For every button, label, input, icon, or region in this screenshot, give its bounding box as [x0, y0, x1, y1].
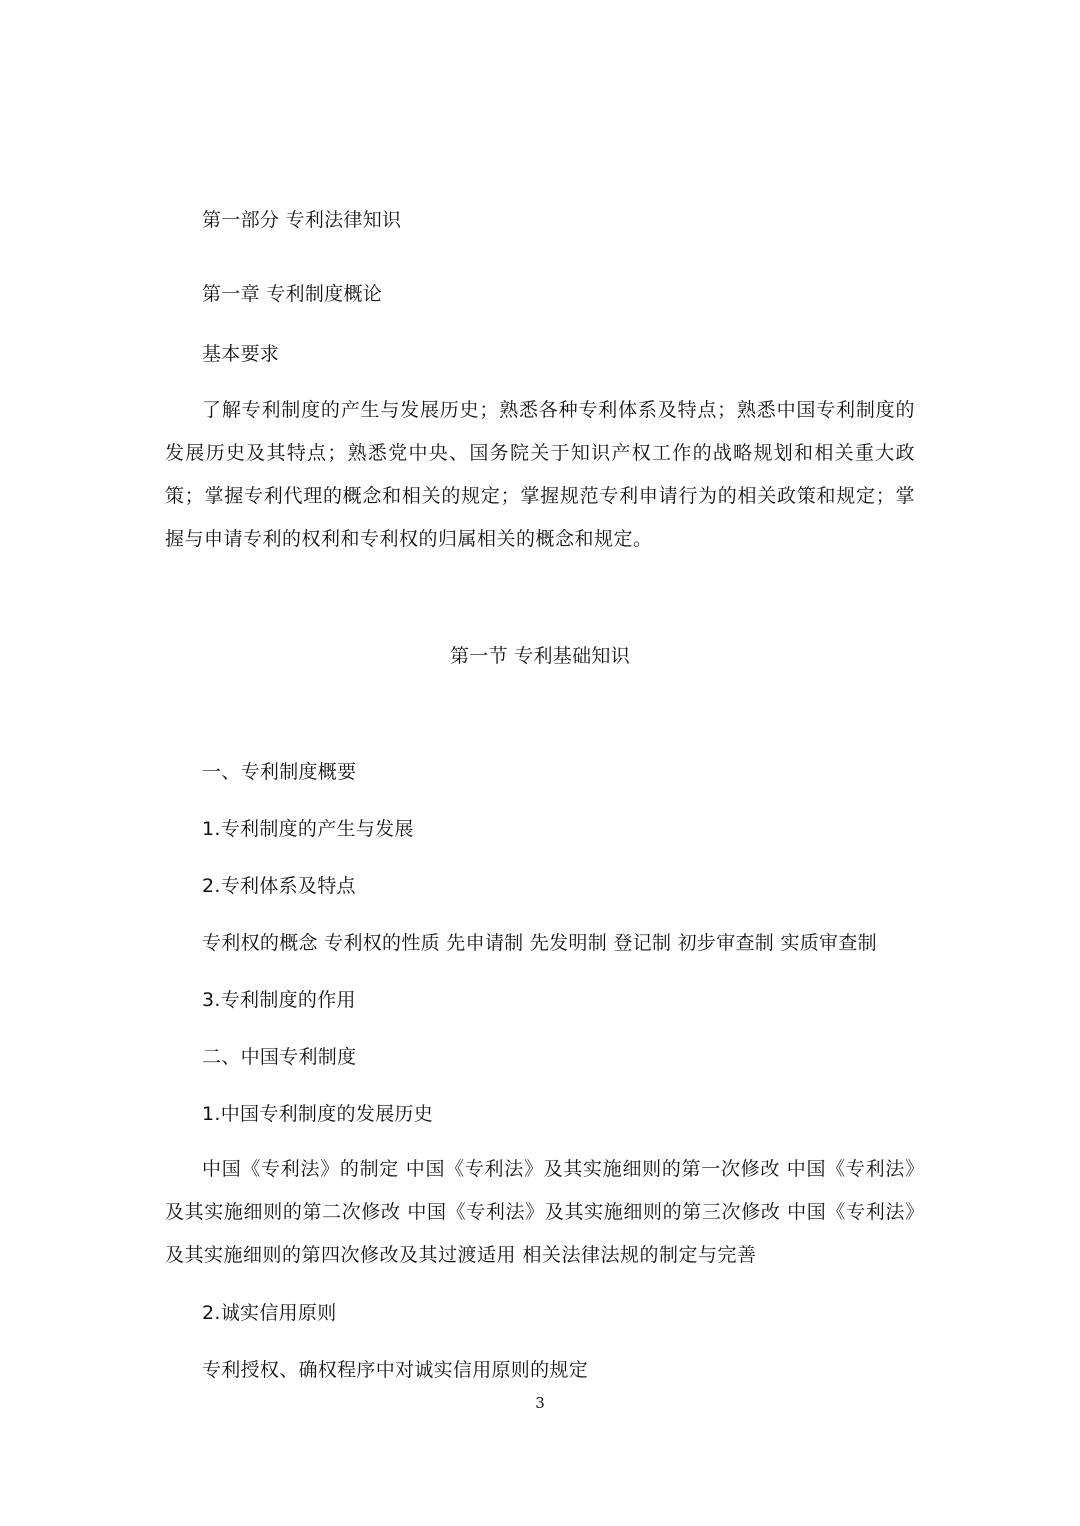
requirements-paragraph: 了解专利制度的产生与发展历史；熟悉各种专利体系及特点；熟悉中国专利制度的发展历史及其特点；熟悉党中央、国务院关于知识产权工作的战略规划和相关重大政策；掌握专利代理的概念和相关的规定；掌握规范专利申请行为的相关政策和规定；掌握与申请专利的权利和专利权的归属相关的概念和规定。 [165, 399, 915, 550]
outline-item-1-2: 2.专利体系及特点 [202, 875, 356, 897]
part-title: 第一部分 专利法律知识 [202, 209, 402, 231]
section-title: 第一节 专利基础知识 [449, 645, 631, 667]
chapter-title: 第一章 专利制度概论 [202, 283, 383, 305]
outline-heading-2: 二、中国专利制度 [202, 1046, 357, 1068]
outline-item-2-2-text: 专利授权、确权程序中对诚实信用原则的规定 [202, 1359, 589, 1381]
outline-item-2-2: 2.诚实信用原则 [202, 1302, 337, 1324]
outline-item-1-2-terms: 专利权的概念 专利权的性质 先申请制 先发明制 登记制 初步审查制 实质审查制 [202, 932, 877, 954]
outline-item-2-1-paragraph: 中国《专利法》的制定 中国《专利法》及其实施细则的第一次修改 中国《专利法》及其实施细则的第二次修改 中国《专利法》及其实施细则的第三次修改 中国《专利法》及其实施细则的第四次修改及其过渡适用 相关法律法规的制定与完善 [165, 1158, 915, 1266]
requirements-heading: 基本要求 [202, 343, 280, 365]
outline-item-1-3: 3.专利制度的作用 [202, 989, 356, 1011]
outline-heading-1: 一、专利制度概要 [202, 761, 357, 783]
outline-item-1-1: 1.专利制度的产生与发展 [202, 818, 414, 840]
outline-item-2-1: 1.中国专利制度的发展历史 [202, 1103, 434, 1125]
page-number: 3 [535, 1394, 545, 1412]
